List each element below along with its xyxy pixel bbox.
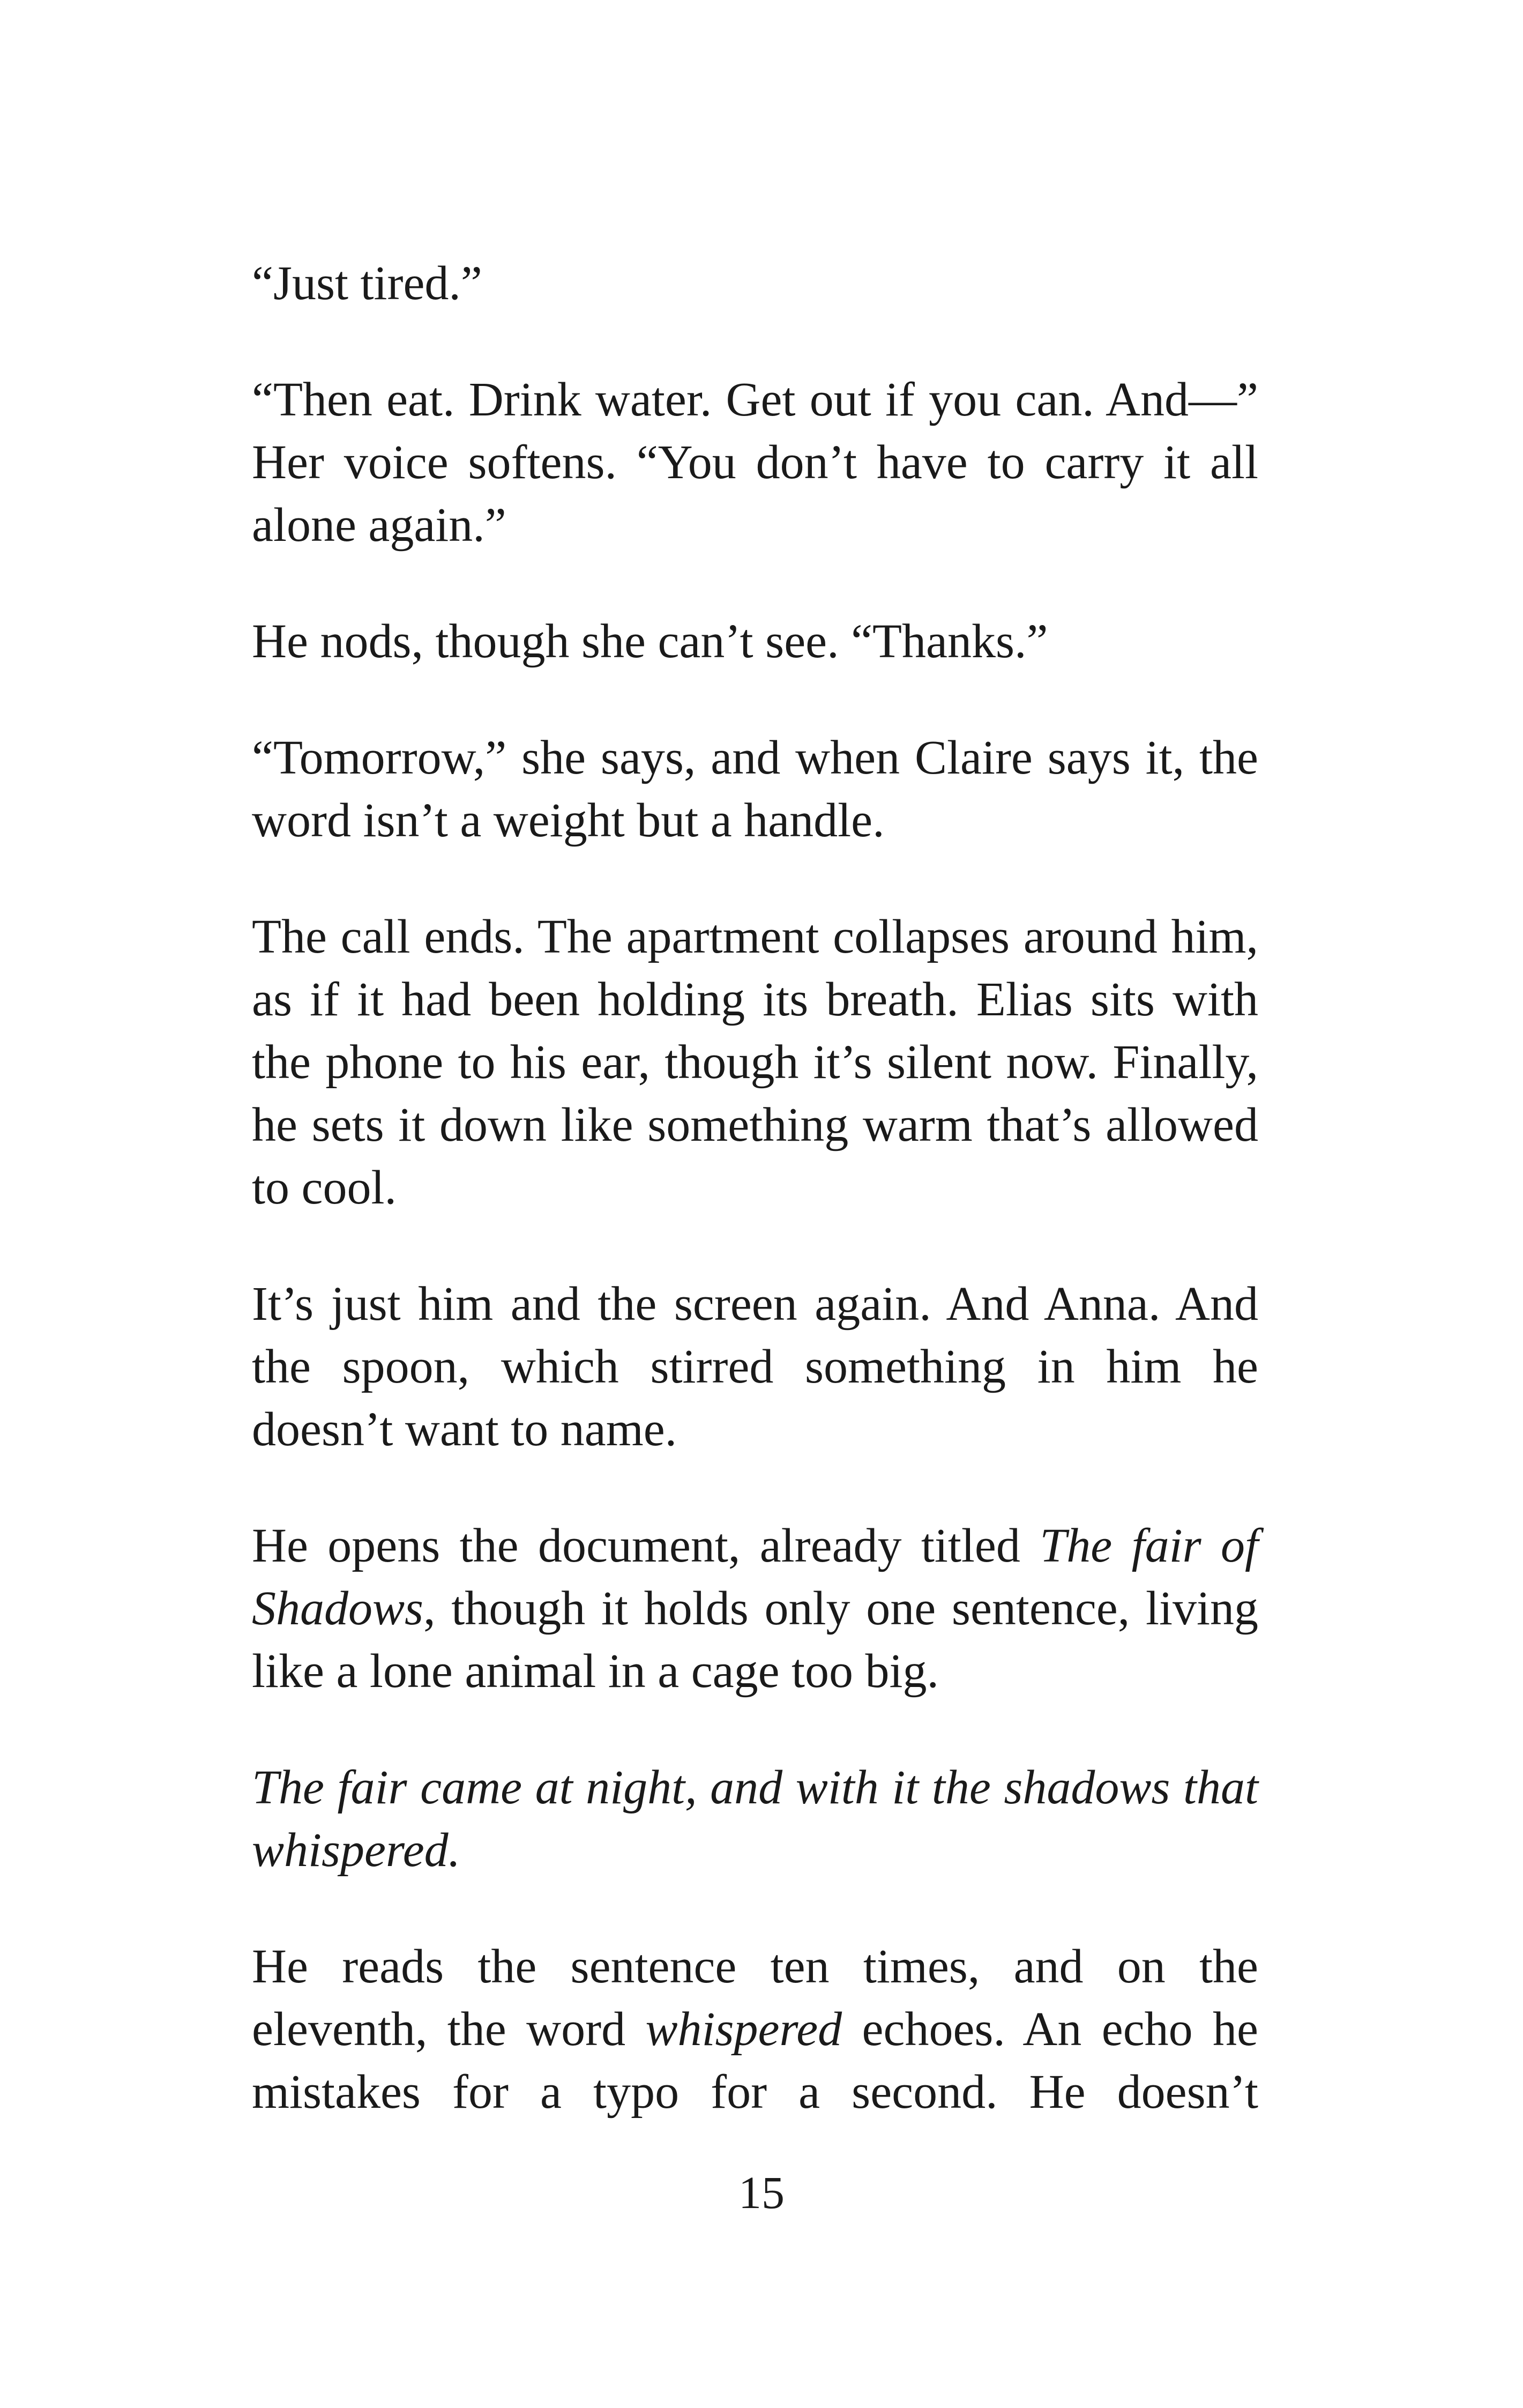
paragraph-text: “Then eat. Drink water. Get out if you can. And—” Her voice softens. “You don’t have to carry it all alone again.” [252, 373, 1258, 552]
body-text [252, 252, 1258, 2177]
paragraph [252, 1935, 1258, 2123]
paragraph-text: It’s just him and the screen again. And Anna. And the spoon, which stirred something in him he doesn’t want to name. [252, 1277, 1258, 1456]
paragraph-text: “Tomorrow,” she says, and when Claire says it, the word isn’t a weight but a handle. [252, 731, 1258, 847]
page-number: 15 [738, 2167, 785, 2218]
paragraph-text: He reads the sentence ten times, and on the eleventh, the word [252, 1940, 1258, 2056]
paragraph [252, 905, 1258, 1219]
emphasized-word-italic: whispered [645, 2003, 842, 2056]
paragraph [252, 726, 1258, 852]
paragraph-text: “Just tired.” [252, 257, 482, 310]
quoted-sentence-italic: The fair came at night, and with it the shadows that whispered. [252, 1761, 1258, 1877]
paragraph-text: echoes. An echo he mistakes for a typo for a second. He doesn’t [252, 2003, 1259, 2119]
book-title-italic: The fair of Shadows [252, 1519, 1258, 1635]
paragraph [252, 610, 1258, 673]
paragraph-text: The call ends. The apartment collapses around him, as if it had been holding its breath. Elias sits with the phone to his ear, though it’s silent now. Finally, he sets it down like something warm that’s allowed to cool. [252, 910, 1258, 1214]
paragraph [252, 1514, 1258, 1703]
paragraph [252, 1273, 1258, 1461]
paragraph-text: , though it holds only one sentence, living like a lone animal in a cage too big. [252, 1582, 1258, 1698]
paragraph [252, 252, 1258, 315]
paragraph-text: He nods, though she can’t see. “Thanks.” [252, 615, 1048, 668]
paragraph-italic-quote [252, 1756, 1258, 1882]
paragraph-text: He opens the document, already titled [252, 1519, 1040, 1572]
paragraph [252, 368, 1258, 556]
